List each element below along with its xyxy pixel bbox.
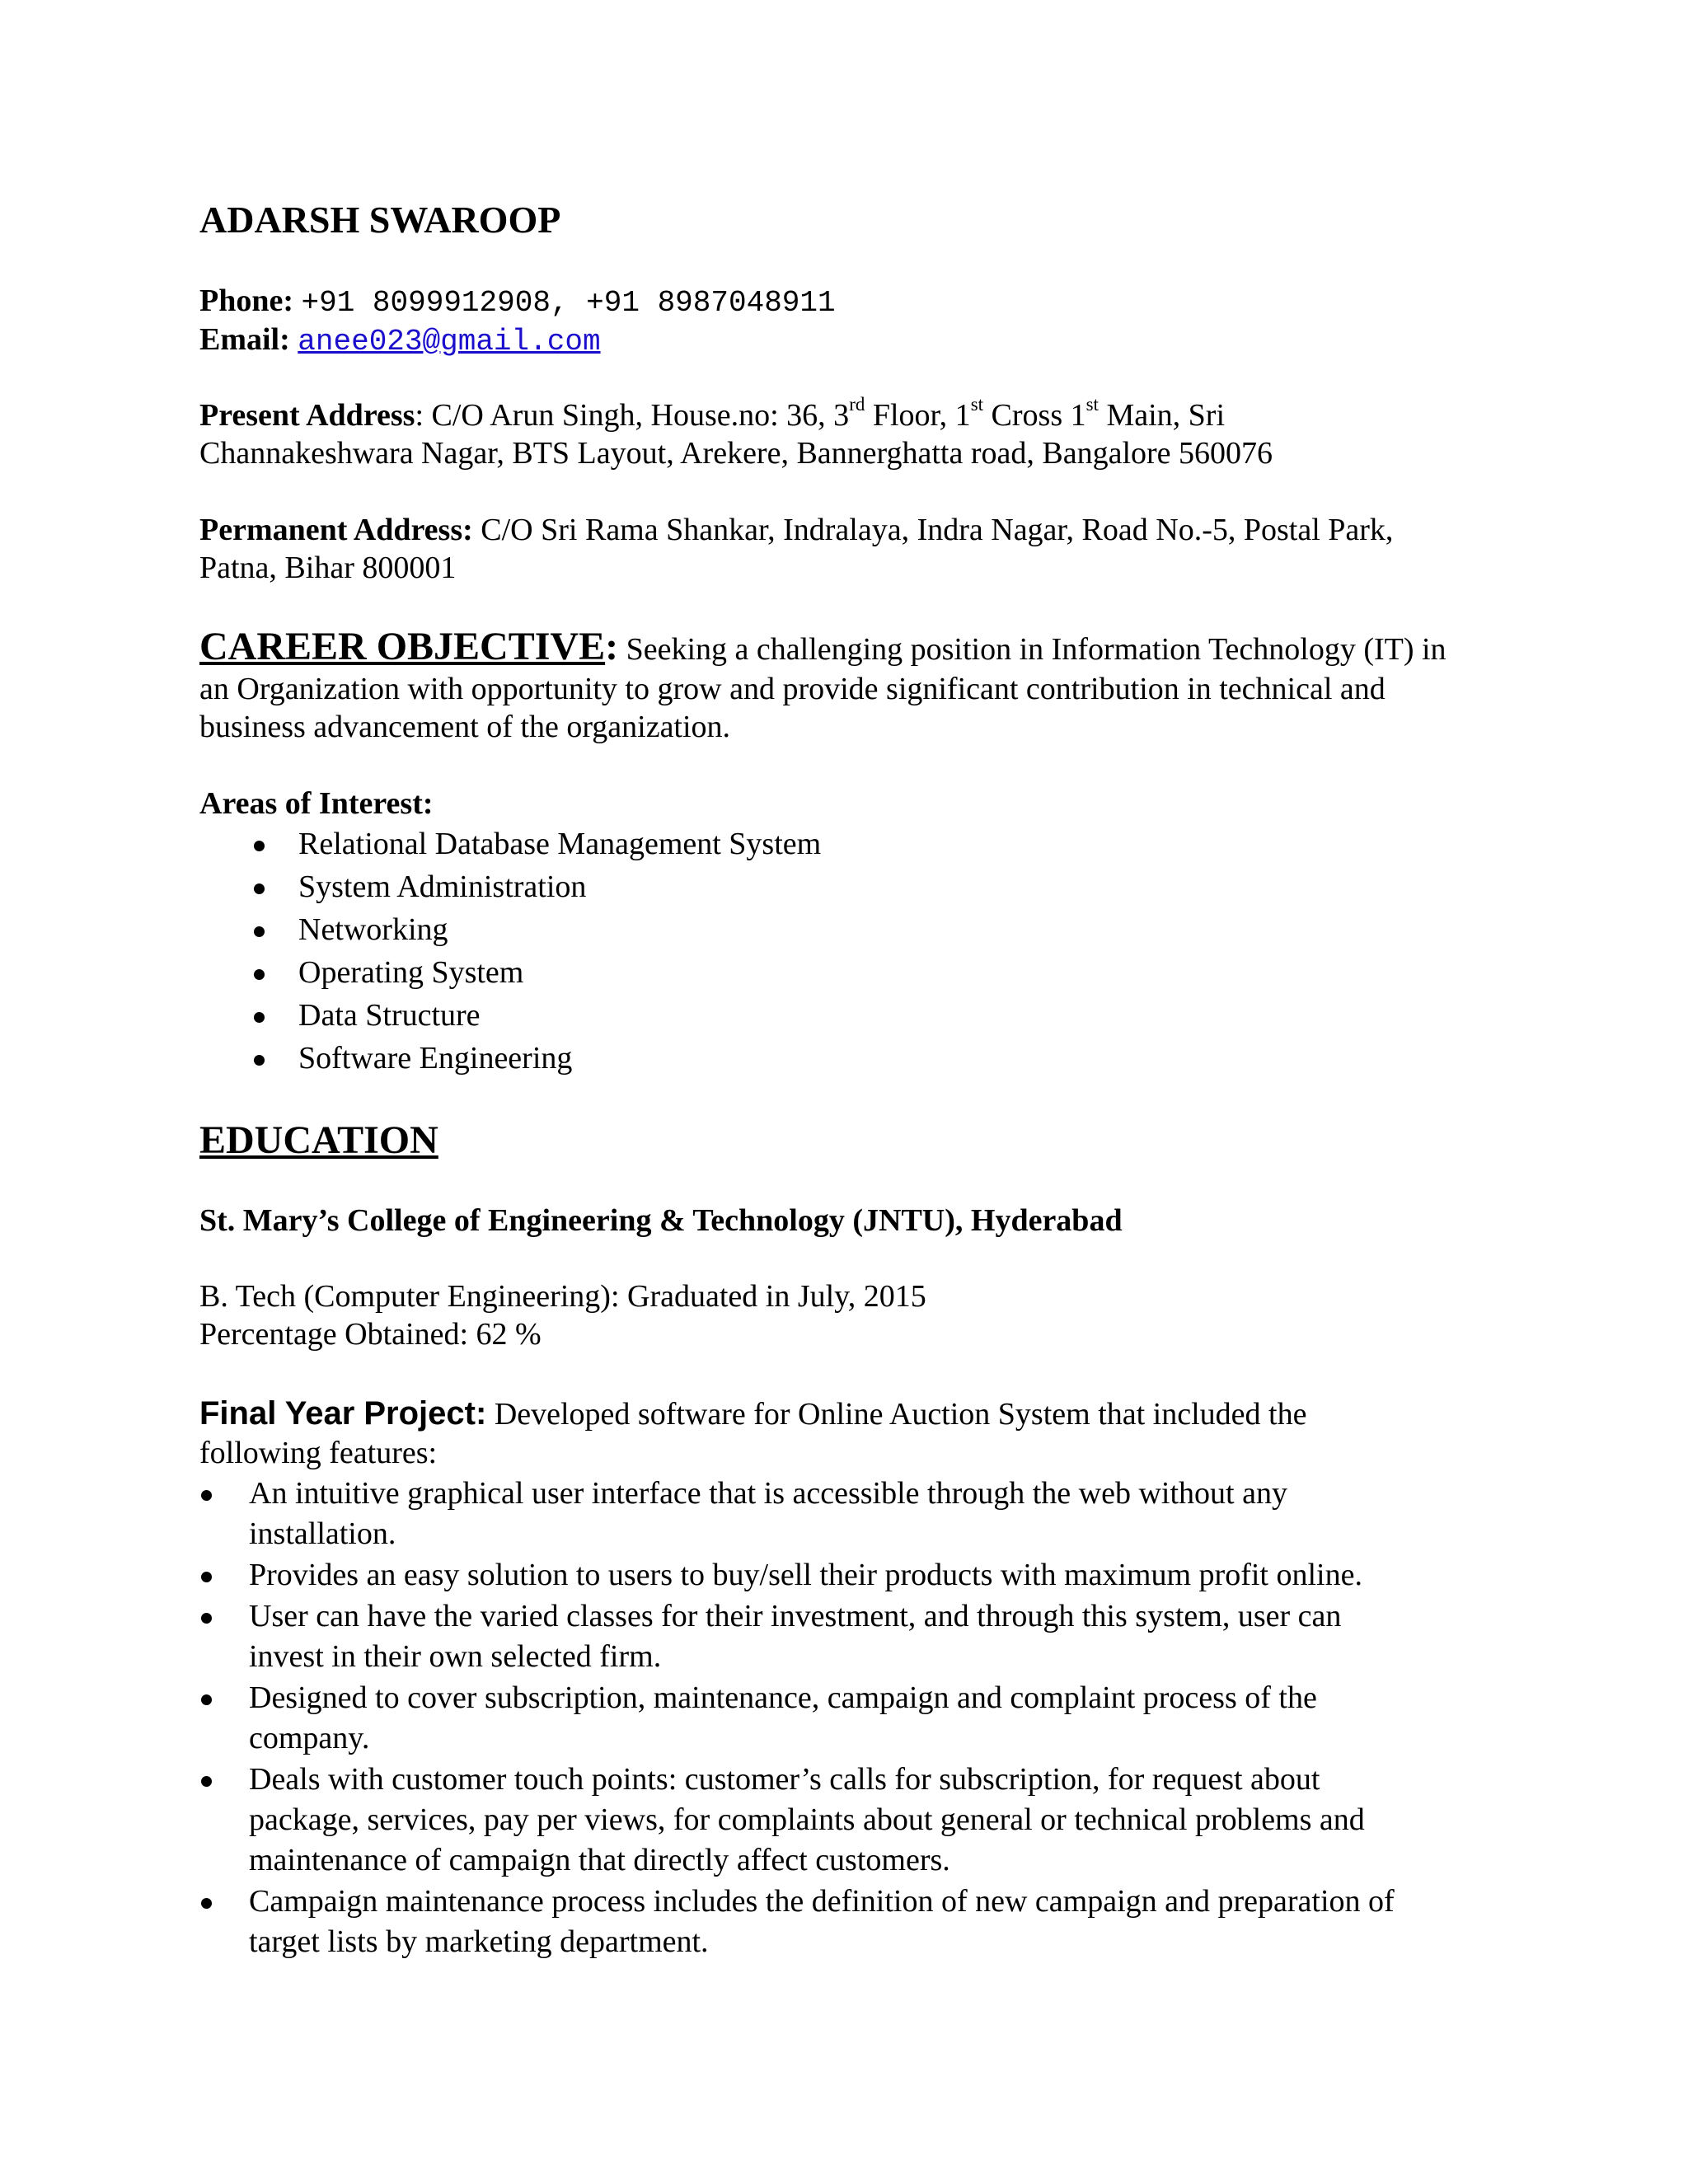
project-features-list — [199, 1474, 1518, 1964]
bullet-icon — [201, 1490, 212, 1501]
present-address-text-b: Floor, 1 — [865, 398, 971, 433]
bullet-icon — [254, 1055, 265, 1066]
permanent-address-text: C/O Sri Rama Shankar, Indralaya, Indra Nagar, Road No.-5, Postal Park, — [472, 513, 1394, 547]
bullet-icon — [254, 969, 265, 980]
interest-item-label: Operating System — [298, 955, 524, 990]
present-address-sup-3: st — [1085, 394, 1099, 415]
present-address-text-a: : C/O Arun Singh, House.no: 36, 3 — [415, 398, 850, 433]
project-intro-line-1 — [199, 1394, 1306, 1433]
interest-item — [199, 825, 1436, 868]
phone-line — [199, 282, 836, 322]
college-name: St. Mary’s College of Engineering & Technology (JNTU), Hyderabad — [199, 1203, 1123, 1238]
education-heading: EDUCATION — [199, 1118, 438, 1162]
bullet-icon — [201, 1776, 212, 1787]
project-feature-item — [199, 1597, 1518, 1679]
project-feature-item — [199, 1556, 1518, 1597]
interest-item-label: System Administration — [298, 869, 587, 904]
career-objective-line-1 — [199, 625, 1447, 668]
present-address-line-2: Channakeshwara Nagar, BTS Layout, Arekere, Bannerghatta road, Bangalore 560076 — [199, 436, 1273, 471]
bullet-icon — [254, 841, 265, 851]
phone-label: Phone: — [199, 284, 293, 318]
bullet-icon — [201, 1613, 212, 1624]
permanent-address-label: Permanent Address: — [199, 513, 473, 547]
present-address-line-1 — [199, 396, 1225, 434]
degree-line: B. Tech (Computer Engineering): Graduated in July, 2015 — [199, 1279, 926, 1314]
project-feature-line: Deals with customer touch points: customer’s calls for subscription, for request about — [249, 1762, 1320, 1797]
interest-item — [199, 911, 1436, 954]
career-objective-line-3: business advancement of the organization. — [199, 710, 731, 744]
bullet-icon — [254, 1012, 265, 1023]
email-line — [199, 321, 601, 361]
interest-item — [199, 868, 1436, 911]
project-feature-item — [199, 1474, 1518, 1556]
interest-item-label: Networking — [298, 912, 448, 947]
career-objective-line-2: an Organization with opportunity to grow and provide significant contribution in technical and — [199, 672, 1386, 706]
interest-item — [199, 1039, 1436, 1082]
career-objective-colon: : — [605, 625, 619, 668]
bullet-icon — [201, 1694, 212, 1705]
project-intro-line-2: following features: — [199, 1436, 438, 1470]
interest-item-label: Data Structure — [298, 998, 481, 1033]
email-link[interactable]: anee023@gmail.com — [298, 325, 601, 359]
present-address-sup-1: rd — [849, 394, 865, 415]
interest-item — [199, 954, 1436, 996]
project-feature-line: invest in their own selected firm. — [249, 1639, 662, 1674]
project-feature-line: Provides an easy solution to users to buy/sell their products with maximum profit online. — [249, 1558, 1362, 1592]
candidate-name: ADARSH SWAROOP — [199, 199, 561, 241]
career-objective-text-1: Seeking a challenging position in Information Technology (IT) in — [618, 632, 1447, 667]
project-feature-line: package, services, pay per views, for complaints about general or technical problems and — [249, 1802, 1365, 1837]
present-address-sup-2: st — [970, 394, 984, 415]
interest-item-label: Relational Database Management System — [298, 827, 822, 861]
project-feature-line: User can have the varied classes for their investment, and through this system, user can — [249, 1599, 1342, 1633]
career-objective-heading: CAREER OBJECTIVE — [199, 625, 606, 668]
areas-of-interest-list — [199, 825, 1436, 1082]
bullet-icon — [254, 883, 265, 894]
project-feature-item — [199, 1882, 1518, 1964]
bullet-icon — [201, 1572, 212, 1582]
present-address-label: Present Address — [199, 398, 415, 433]
percentage-line: Percentage Obtained: 62 % — [199, 1317, 542, 1352]
project-feature-line: installation. — [249, 1516, 396, 1551]
project-feature-line: company. — [249, 1721, 370, 1755]
areas-of-interest-label: Areas of Interest: — [199, 786, 434, 821]
interest-item-label: Software Engineering — [298, 1041, 573, 1076]
project-label: Final Year Project: — [199, 1395, 487, 1432]
project-feature-line: Designed to cover subscription, maintenance, campaign and complaint process of the — [249, 1680, 1317, 1715]
interest-item — [199, 996, 1436, 1039]
project-feature-item — [199, 1760, 1518, 1882]
project-feature-line: maintenance of campaign that directly affect customers. — [249, 1843, 950, 1877]
project-feature-item — [199, 1679, 1518, 1760]
bullet-icon — [254, 926, 265, 937]
email-label: Email: — [199, 322, 290, 357]
phone-value: +91 8099912908, +91 8987048911 — [301, 286, 836, 320]
present-address-text-c: Cross 1 — [983, 398, 1086, 433]
present-address-text-d: Main, Sri — [1098, 398, 1226, 433]
project-feature-line: target lists by marketing department. — [249, 1924, 709, 1959]
bullet-icon — [201, 1898, 212, 1909]
permanent-address-line-1 — [199, 511, 1393, 549]
project-feature-line: An intuitive graphical user interface that is accessible through the web without any — [249, 1476, 1287, 1511]
project-intro-text: Developed software for Online Auction System that included the — [486, 1397, 1307, 1432]
permanent-address-line-2: Patna, Bihar 800001 — [199, 551, 457, 585]
project-feature-line: Campaign maintenance process includes the definition of new campaign and preparation of — [249, 1884, 1395, 1919]
